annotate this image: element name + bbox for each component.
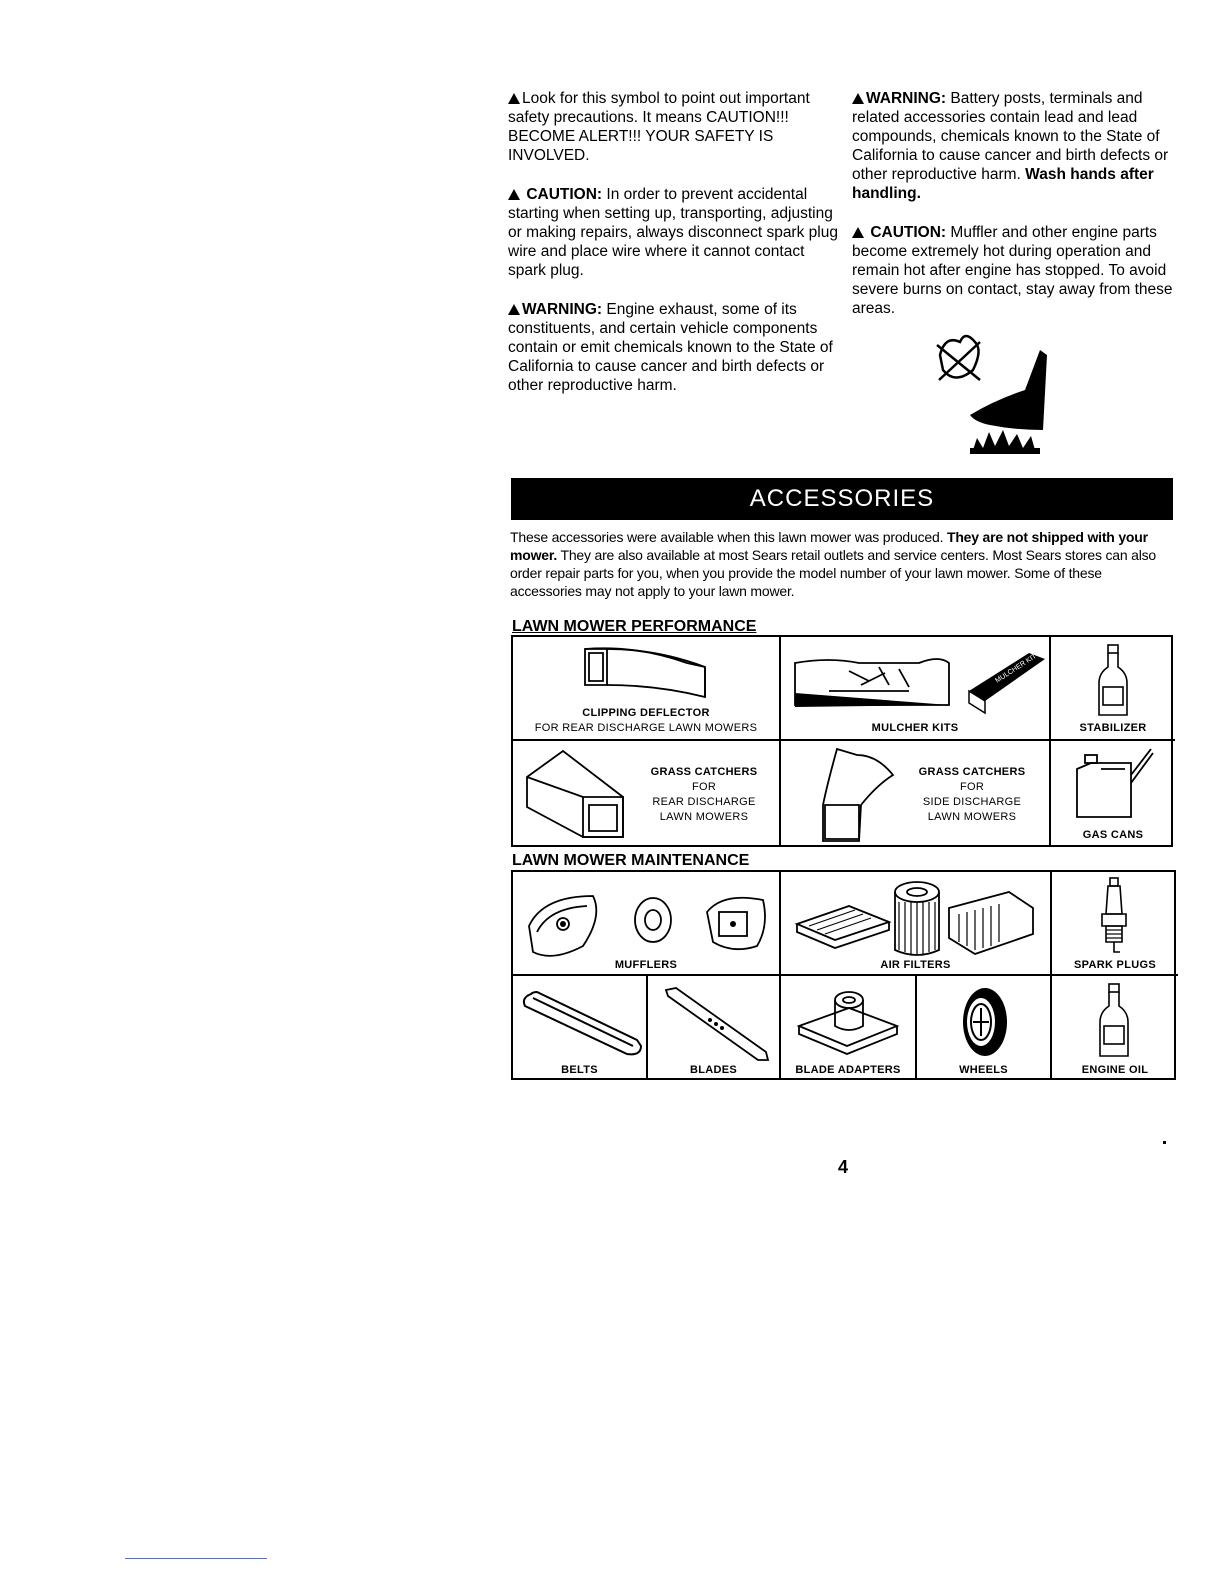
accessories-banner [511, 478, 1173, 520]
caution-text: In order to prevent accidental starting when setting up, transporting, adjusting or making repairs, always disconnect spark plug wire and place wire where it cannot contact spark plug. [508, 186, 838, 279]
gas-cans-cell[interactable] [1051, 741, 1175, 847]
spark-plugs-cell[interactable] [1052, 872, 1178, 976]
label-line: FOR [691, 781, 717, 793]
blades-label: BLADES [689, 1064, 738, 1076]
safety-right-column [852, 89, 1182, 338]
wheels-cell[interactable] [917, 976, 1052, 1080]
engine-oil-label: ENGINE OIL [1081, 1064, 1149, 1076]
blade-adapter-icon [793, 986, 905, 1058]
safety-left-column [508, 89, 838, 415]
maintenance-grid [511, 870, 1176, 1080]
warning-triangle-icon [508, 189, 520, 200]
air-filters-label: AIR FILTERS [880, 959, 951, 971]
symbol-note-text: Look for this symbol to point out important safety precautions. It means CAUTION!!! BECOME ALERT!!! YOUR SAFETY IS INVOLVED. [508, 90, 810, 164]
warning-exhaust [508, 300, 838, 395]
caution-label: CAUTION: [870, 224, 947, 241]
wheel-icon [957, 982, 1013, 1062]
gas-can-icon [1071, 745, 1155, 821]
stabilizer-cell[interactable] [1051, 637, 1175, 741]
warning-text: Engine exhaust, some of its constituents, and certain vehicle components contain or emit chemicals known to the State of California to cause cancer and birth defects or other reproductive harm. [508, 301, 833, 394]
performance-grid [511, 635, 1173, 847]
clipping-deflector-sublabel: FOR REAR DISCHARGE LAWN MOWERS [534, 722, 758, 734]
gas-cans-label: GAS CANS [1082, 829, 1144, 841]
warning-label: WARNING: [522, 301, 603, 318]
grass-catcher-rear-icon [523, 747, 635, 843]
footer-rule [125, 1558, 267, 1559]
label-line: REAR DISCHARGE [652, 796, 756, 808]
clipping-deflector-icon [577, 645, 713, 707]
warning-triangle-icon [852, 227, 864, 238]
mufflers-cell[interactable] [513, 872, 781, 976]
spark-plugs-label: SPARK PLUGS [1074, 959, 1156, 971]
mulcher-box-label: MULCHER KIT [994, 652, 1038, 685]
mufflers-label: MUFFLERS [614, 959, 678, 971]
caution-label: CAUTION: [526, 186, 603, 203]
oil-bottle-icon [1094, 982, 1134, 1060]
blade-icon [662, 984, 772, 1064]
label-line: GRASS CATCHERS [918, 766, 1026, 778]
stray-mark [1163, 1141, 1166, 1144]
belts-cell[interactable] [513, 976, 648, 1080]
mulcher-kit-icon [789, 641, 1045, 721]
mulcher-kits-cell[interactable] [781, 637, 1051, 741]
caution-text: Muffler and other engine parts become extremely hot during operation and remain hot after engine has stopped. To avoid severe burns on contact, stay away from these areas. [852, 224, 1173, 317]
engine-oil-cell[interactable] [1052, 976, 1178, 1080]
warning-battery [852, 89, 1182, 203]
intro-text-cont: They are also available at most Sears retail outlets and service centers. Most Sears stores can also order repair parts for you, when you provide the model number of your lawn mower. Some of these accessories may not apply to your lawn mower. [510, 547, 1156, 599]
label-line: SIDE DISCHARGE [922, 796, 1022, 808]
clipping-deflector-label: CLIPPING DEFLECTOR [582, 707, 710, 719]
air-filters-cell[interactable] [781, 872, 1052, 976]
wash-hands-note: Wash hands after handling. [852, 166, 1154, 202]
caution-spark-plug [508, 185, 838, 280]
caution-hot-parts [852, 223, 1182, 318]
warning-triangle-icon [508, 304, 520, 315]
muffler-icon [523, 886, 773, 962]
warning-triangle-icon [508, 93, 520, 104]
blade-adapters-label: BLADE ADAPTERS [795, 1064, 901, 1076]
label-line: LAWN MOWERS [927, 811, 1017, 823]
label-line: GRASS CATCHERS [650, 766, 758, 778]
grass-catcher-side-icon [817, 745, 897, 845]
grass-catcher-rear-label [639, 765, 769, 825]
performance-section-title: LAWN MOWER PERFORMANCE [512, 618, 757, 635]
label-line: FOR [959, 781, 985, 793]
blades-cell[interactable] [648, 976, 781, 1080]
grass-catcher-side-label [907, 765, 1037, 825]
clipping-deflector-cell[interactable] [513, 637, 781, 741]
warning-text: Battery posts, terminals and related accessories contain lead and lead compounds, chemicals known to the State of California to cause cancer and birth defects or other reproductive harm. [852, 90, 1169, 183]
belts-label: BELTS [561, 1064, 598, 1076]
warning-label: WARNING: [866, 90, 947, 107]
grass-catcher-rear-cell[interactable] [513, 741, 781, 847]
warning-triangle-icon [852, 93, 864, 104]
wheels-label: WHEELS [959, 1064, 1008, 1076]
symbol-note [508, 89, 838, 165]
page-number: 4 [838, 1157, 849, 1177]
label-line: LAWN MOWERS [659, 811, 749, 823]
maintenance-section-title: LAWN MOWER MAINTENANCE [512, 852, 750, 869]
hot-surface-icon [925, 330, 1050, 455]
belt-icon [517, 984, 645, 1060]
bottle-icon [1093, 643, 1133, 719]
stabilizer-label: STABILIZER [1079, 722, 1147, 734]
blade-adapters-cell[interactable] [781, 976, 917, 1080]
mulcher-kits-label: MULCHER KITS [871, 722, 959, 734]
accessories-intro [510, 528, 1175, 600]
accessories-title: ACCESSORIES [749, 485, 935, 512]
intro-text: These accessories were available when this lawn mower was produced. [510, 529, 944, 545]
air-filter-icon [789, 878, 1045, 960]
intro-bold-text: They are not shipped with your mower. [510, 529, 1148, 563]
grass-catcher-side-cell[interactable] [781, 741, 1051, 847]
spark-plug-icon [1094, 876, 1134, 958]
